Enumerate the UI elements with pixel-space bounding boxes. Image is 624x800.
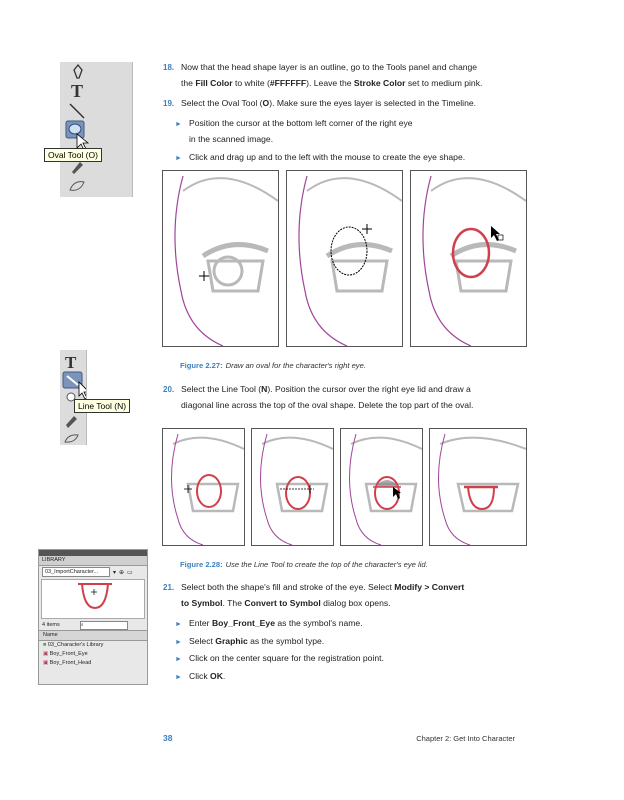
bullet-icon: ► <box>175 120 182 128</box>
list-item[interactable] <box>39 641 147 650</box>
text-run: dialog box opens. <box>320 597 391 608</box>
caption-text: Draw an oval for the character's right eye. <box>225 361 366 370</box>
step-number: 20. <box>163 385 175 394</box>
eye-sketch <box>287 171 402 346</box>
figure-2-28-frame-3 <box>340 428 423 546</box>
library-document-select[interactable]: 03_ImportCharacter... <box>42 567 110 577</box>
step-18 <box>163 60 563 91</box>
figure-2-28-frame-4 <box>429 428 527 546</box>
eye-sketch <box>341 429 422 545</box>
graphic-symbol-icon: ▣ <box>43 651 49 657</box>
library-preview <box>41 579 145 619</box>
list-item-label: Boy_Front_Head <box>49 660 92 666</box>
text-tool-icon[interactable] <box>65 353 77 372</box>
eye-sketch <box>430 429 526 545</box>
text-run: to white ( <box>232 77 270 88</box>
menu-path: to Symbol <box>181 597 223 608</box>
bullet-icon: ► <box>175 638 182 646</box>
step-number: 19. <box>163 99 175 108</box>
text-run: Select both the shape's fill and stroke of the eye. Select <box>181 582 395 592</box>
folder-icon: ■ <box>43 642 47 648</box>
step-number: 21. <box>163 583 175 592</box>
tools-icons <box>60 350 86 445</box>
svg-text:T: T <box>65 353 77 372</box>
list-item-label: 03_Character's Library <box>47 642 104 648</box>
ink-bottle-icon[interactable] <box>65 435 78 442</box>
stroke-color-label: Stroke Color <box>353 77 406 88</box>
svg-text:T: T <box>71 81 84 101</box>
text-run: diagonal line across the top of the oval shape. Delete the top part of the oval. <box>181 399 474 410</box>
list-item[interactable] <box>39 659 147 668</box>
dialog-name: Convert to Symbol <box>244 597 321 608</box>
symbol-type: Graphic <box>215 635 248 646</box>
text-run: as the symbol type. <box>247 635 325 646</box>
figure-2-27-frame-2 <box>286 170 403 347</box>
eye-sketch <box>411 171 526 346</box>
arrow-cursor-icon <box>393 487 401 499</box>
text-run: Select the Line Tool ( <box>181 384 262 394</box>
text-run: Select the Oval Tool ( <box>181 98 263 108</box>
library-search-input[interactable] <box>80 621 128 630</box>
eye-sketch <box>163 429 244 545</box>
text-tool-icon[interactable] <box>71 81 83 101</box>
shortcut-key: O <box>262 98 270 108</box>
tools-icons <box>60 62 132 197</box>
brush-tool-icon[interactable] <box>66 416 77 428</box>
step-19 <box>163 96 563 166</box>
text-run: the <box>181 77 196 88</box>
bullet-text: Click on the center square for the registration point. <box>189 653 384 663</box>
library-doc-row <box>39 566 147 578</box>
symbol-name: Boy_Front_Eye <box>211 618 275 628</box>
line-tool-icon[interactable] <box>70 104 84 118</box>
chevron-down-icon[interactable]: ▾ <box>113 569 117 576</box>
eye-sketch <box>252 429 333 545</box>
pen-tool-icon[interactable] <box>74 65 82 78</box>
bullet-icon: ► <box>175 621 182 628</box>
brush-tool-icon[interactable] <box>72 162 83 174</box>
library-search-row <box>39 620 147 630</box>
figure-2-28-frame-2 <box>251 428 334 546</box>
bullet-text: in the scanned image. <box>189 134 274 144</box>
caption-text: Use the Line Tool to create the top of the character's eye lid. <box>225 560 428 569</box>
figure-2-28-caption <box>180 560 560 569</box>
eye-sketch <box>163 171 278 346</box>
library-tab[interactable]: LIBRARY <box>39 556 147 566</box>
bullet-icon: ► <box>175 154 182 162</box>
step-text: Now that the head shape layer is an outline, go to the Tools panel and change <box>181 62 478 72</box>
arrow-cursor-icon <box>491 226 500 241</box>
step-21 <box>163 580 563 685</box>
figure-2-28-frame-1 <box>162 428 245 546</box>
list-item[interactable] <box>39 650 147 659</box>
page-number: 38 <box>163 733 173 743</box>
tools-panel-oval <box>60 62 133 197</box>
text-run: Enter <box>189 618 212 628</box>
text-run: ). Make sure the eyes layer is selected in the Timeline. <box>269 98 477 108</box>
fill-color-label: Fill Color <box>195 77 233 88</box>
bullet-text: Click and drag up and to the left with the mouse to create the eye shape. <box>189 151 466 162</box>
graphic-symbol-icon: ▣ <box>43 660 49 666</box>
item-count: 4 items <box>42 622 60 628</box>
text-run: ). Leave the <box>306 77 354 88</box>
pin-icon[interactable]: ⊕ <box>119 569 125 576</box>
text-run: set to medium pink. <box>405 77 483 88</box>
oval-tool-tooltip: Oval Tool (O) <box>44 148 102 162</box>
hex-label: #FFFFFF <box>269 77 307 88</box>
figure-label: Figure 2.28: <box>180 560 223 569</box>
tools-panel-line <box>60 350 87 445</box>
new-library-icon[interactable]: ▭ <box>127 569 133 576</box>
bullet-icon: ► <box>175 673 182 681</box>
shortcut-key: N <box>261 384 268 394</box>
library-panel <box>38 549 148 685</box>
search-icon: ⌕ <box>80 621 84 628</box>
menu-path: Modify > Convert <box>394 582 465 592</box>
step-number: 18. <box>163 63 175 72</box>
chapter-title: Chapter 2: Get Into Character <box>416 734 515 743</box>
line-tool-tooltip: Line Tool (N) <box>74 399 130 413</box>
text-run: . The <box>222 597 245 608</box>
text-run: Select <box>189 635 216 646</box>
figure-label: Figure 2.27: <box>180 361 223 370</box>
bullet-icon: ► <box>175 656 182 663</box>
step-20 <box>163 382 563 413</box>
text-run: as the symbol's name. <box>274 618 363 628</box>
bullet-text: Position the cursor at the bottom left corner of the right eye <box>189 117 413 128</box>
text-run: ). Position the cursor over the right eye lid and draw a <box>267 384 471 394</box>
eye-preview <box>42 580 142 616</box>
figure-2-27-frame-3 <box>410 170 527 347</box>
ok-label: OK <box>210 670 223 681</box>
text-run: . <box>222 670 226 681</box>
list-item-label: Boy_Front_Eye <box>49 651 88 657</box>
figure-2-27-frame-1 <box>162 170 279 347</box>
library-column-header[interactable]: Name <box>39 630 147 641</box>
text-run: Click <box>189 670 211 681</box>
oval-tool-icon[interactable] <box>66 121 84 138</box>
ink-bottle-icon[interactable] <box>70 182 84 191</box>
figure-2-27-caption <box>180 361 560 370</box>
